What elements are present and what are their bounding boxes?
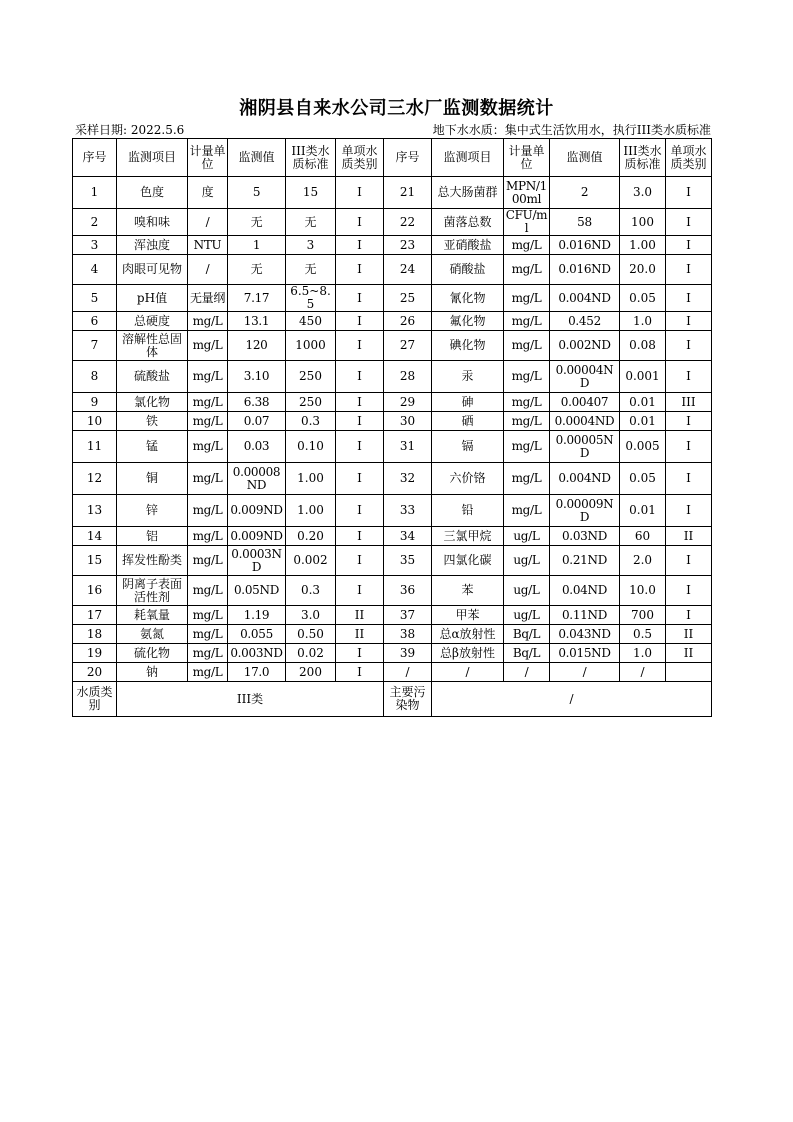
table-row — [73, 625, 712, 644]
table-row — [73, 463, 712, 495]
table-cell: pH值 — [117, 285, 188, 312]
table-cell: 总β放射性 — [432, 644, 504, 663]
table-row — [73, 495, 712, 527]
table-cell: 氟化物 — [432, 312, 504, 331]
table-cell: 阴离子表面活性剂 — [117, 576, 188, 606]
table-cell: 17.0 — [228, 663, 286, 682]
table-cell: I — [666, 209, 712, 236]
table-cell: 0.5 — [620, 625, 666, 644]
table-cell: I — [666, 236, 712, 255]
table-cell: 5 — [73, 285, 117, 312]
table-cell: 15 — [73, 546, 117, 576]
table-cell: 11 — [73, 431, 117, 463]
table-cell: 砷 — [432, 393, 504, 412]
table-cell: 3 — [73, 236, 117, 255]
table-cell: 总大肠菌群 — [432, 177, 504, 209]
table-cell: 250 — [286, 393, 336, 412]
table-cell: mg/L — [188, 606, 228, 625]
table-cell: mg/L — [188, 546, 228, 576]
table-cell: 2 — [550, 177, 620, 209]
table-cell: I — [666, 431, 712, 463]
table-cell: / — [504, 663, 550, 682]
table-cell: 0.005 — [620, 431, 666, 463]
table-cell: 26 — [384, 312, 432, 331]
table-cell: mg/L — [188, 625, 228, 644]
table-cell: 24 — [384, 255, 432, 285]
table-cell: mg/L — [188, 644, 228, 663]
table-cell: 0.04ND — [550, 576, 620, 606]
table-cell: 20 — [73, 663, 117, 682]
table-cell: 120 — [228, 331, 286, 361]
table-cell: I — [336, 546, 384, 576]
table-cell: 0.20 — [286, 527, 336, 546]
table-cell: II — [336, 606, 384, 625]
table-cell: 硒 — [432, 412, 504, 431]
table-cell: 6 — [73, 312, 117, 331]
table-cell: mg/L — [504, 495, 550, 527]
table-cell: I — [666, 412, 712, 431]
table-cell: ug/L — [504, 527, 550, 546]
table-cell: 0.003ND — [228, 644, 286, 663]
table-cell: I — [336, 312, 384, 331]
table-row — [73, 361, 712, 393]
table-cell: 2.0 — [620, 546, 666, 576]
table-cell: I — [666, 463, 712, 495]
table-cell: 0.00004ND — [550, 361, 620, 393]
table-cell: mg/L — [504, 463, 550, 495]
table-cell: I — [666, 255, 712, 285]
table-cell: I — [336, 361, 384, 393]
table-cell: 四氯化碳 — [432, 546, 504, 576]
header-row — [73, 139, 712, 177]
table-cell: 度 — [188, 177, 228, 209]
table-cell: mg/L — [188, 663, 228, 682]
table-cell: 0.03 — [228, 431, 286, 463]
table-cell: III — [666, 393, 712, 412]
table-cell: 1.00 — [286, 463, 336, 495]
header-cell: III类水质标准 — [286, 139, 336, 177]
header-cell: 监测项目 — [432, 139, 504, 177]
table-cell: 3.10 — [228, 361, 286, 393]
table-cell: / — [384, 663, 432, 682]
table-cell: I — [336, 495, 384, 527]
table-cell: 200 — [286, 663, 336, 682]
table-cell: 色度 — [117, 177, 188, 209]
table-cell: 0.00008ND — [228, 463, 286, 495]
table-cell: 10 — [73, 412, 117, 431]
table-cell: 0.002 — [286, 546, 336, 576]
table-cell: 21 — [384, 177, 432, 209]
table-cell: 0.002ND — [550, 331, 620, 361]
table-cell: 亚硝酸盐 — [432, 236, 504, 255]
table-cell: mg/L — [504, 361, 550, 393]
table-cell: 22 — [384, 209, 432, 236]
table-cell: 六价铬 — [432, 463, 504, 495]
table-cell: I — [336, 236, 384, 255]
table-cell: 总α放射性 — [432, 625, 504, 644]
table-cell: 苯 — [432, 576, 504, 606]
table-cell: 无 — [228, 209, 286, 236]
table-cell: II — [666, 644, 712, 663]
summary-row — [73, 682, 712, 717]
table-row — [73, 312, 712, 331]
table-cell: II — [336, 625, 384, 644]
water-class-value: III类 — [117, 682, 384, 717]
table-cell: 0.055 — [228, 625, 286, 644]
table-cell: mg/L — [188, 393, 228, 412]
table-cell: 碘化物 — [432, 331, 504, 361]
table-cell: 13 — [73, 495, 117, 527]
table-cell: 三氯甲烷 — [432, 527, 504, 546]
table-cell: 0.00005ND — [550, 431, 620, 463]
table-cell: 16 — [73, 576, 117, 606]
table-cell: Bq/L — [504, 644, 550, 663]
table-cell: 31 — [384, 431, 432, 463]
table-cell: 12 — [73, 463, 117, 495]
table-cell: 0.016ND — [550, 236, 620, 255]
table-cell: 20.0 — [620, 255, 666, 285]
table-cell: 100 — [620, 209, 666, 236]
table-cell: mg/L — [504, 285, 550, 312]
table-cell: 0.10 — [286, 431, 336, 463]
table-cell: 无 — [286, 255, 336, 285]
table-cell: 17 — [73, 606, 117, 625]
table-cell: 0.05ND — [228, 576, 286, 606]
table-cell: 7 — [73, 331, 117, 361]
table-cell: ug/L — [504, 576, 550, 606]
table-cell: 35 — [384, 546, 432, 576]
table-row — [73, 546, 712, 576]
table-cell: mg/L — [504, 236, 550, 255]
table-cell: 0.08 — [620, 331, 666, 361]
table-cell: 8 — [73, 361, 117, 393]
table-cell: I — [666, 576, 712, 606]
table-cell: 肉眼可见物 — [117, 255, 188, 285]
table-cell: 250 — [286, 361, 336, 393]
table-cell: 0.016ND — [550, 255, 620, 285]
table-cell: 硫酸盐 — [117, 361, 188, 393]
table-cell: 10.0 — [620, 576, 666, 606]
table-cell: 7.17 — [228, 285, 286, 312]
header-cell: 计量单位 — [504, 139, 550, 177]
table-cell: 氨氮 — [117, 625, 188, 644]
table-cell: 1.00 — [286, 495, 336, 527]
table-cell: 硫化物 — [117, 644, 188, 663]
table-cell: 1.00 — [620, 236, 666, 255]
table-row — [73, 177, 712, 209]
table-cell: 0.05 — [620, 463, 666, 495]
table-cell: 铁 — [117, 412, 188, 431]
table-cell: 0.0004ND — [550, 412, 620, 431]
table-row — [73, 606, 712, 625]
table-cell: I — [336, 331, 384, 361]
header-cell: 序号 — [73, 139, 117, 177]
water-class-label: 水质类别 — [73, 682, 117, 717]
table-cell: 5 — [228, 177, 286, 209]
table-cell: mg/L — [188, 412, 228, 431]
table-cell: I — [336, 255, 384, 285]
table-cell: 氰化物 — [432, 285, 504, 312]
table-cell: mg/L — [188, 527, 228, 546]
table-cell: 无量纲 — [188, 285, 228, 312]
header-cell: 计量单位 — [188, 139, 228, 177]
table-cell: 总硬度 — [117, 312, 188, 331]
table-cell: 700 — [620, 606, 666, 625]
table-cell: 无 — [228, 255, 286, 285]
table-row — [73, 576, 712, 606]
table-cell: mg/L — [188, 331, 228, 361]
table-cell: I — [666, 546, 712, 576]
table-cell: 9 — [73, 393, 117, 412]
table-cell: 0.01 — [620, 393, 666, 412]
table-cell: 14 — [73, 527, 117, 546]
table-cell: ug/L — [504, 546, 550, 576]
table-cell: I — [336, 412, 384, 431]
table-cell: 0.3 — [286, 576, 336, 606]
table-cell: 汞 — [432, 361, 504, 393]
table-cell: 36 — [384, 576, 432, 606]
table-row — [73, 209, 712, 236]
table-cell: II — [666, 625, 712, 644]
table-cell: 菌落总数 — [432, 209, 504, 236]
table-cell: 2 — [73, 209, 117, 236]
table-cell: mg/L — [504, 312, 550, 331]
table-cell: 3.0 — [286, 606, 336, 625]
table-cell: 0.009ND — [228, 527, 286, 546]
table-row — [73, 663, 712, 682]
table-cell: 锌 — [117, 495, 188, 527]
table-cell: 15 — [286, 177, 336, 209]
table-cell: / — [432, 663, 504, 682]
table-cell: 耗氧量 — [117, 606, 188, 625]
table-cell: 0.0003ND — [228, 546, 286, 576]
sampling-date: 采样日期: 2022.5.6 — [75, 123, 185, 137]
header-cell: 单项水质类别 — [666, 139, 712, 177]
table-row — [73, 255, 712, 285]
header-cell: 序号 — [384, 139, 432, 177]
table-cell: 18 — [73, 625, 117, 644]
table-cell: 0.452 — [550, 312, 620, 331]
report-title: 湘阴县自来水公司三水厂监测数据统计 — [239, 98, 554, 119]
table-cell: 0.3 — [286, 412, 336, 431]
table-cell: 6.38 — [228, 393, 286, 412]
table-cell — [666, 663, 712, 682]
table-cell: I — [666, 312, 712, 331]
table-cell: 0.015ND — [550, 644, 620, 663]
table-cell: 硝酸盐 — [432, 255, 504, 285]
table-cell: I — [666, 361, 712, 393]
header-cell: 监测值 — [228, 139, 286, 177]
table-cell: 38 — [384, 625, 432, 644]
header-cell: III类水质标准 — [620, 139, 666, 177]
table-cell: / — [550, 663, 620, 682]
table-cell: mg/L — [188, 431, 228, 463]
table-cell: 27 — [384, 331, 432, 361]
table-cell: 挥发性酚类 — [117, 546, 188, 576]
table-cell: 0.02 — [286, 644, 336, 663]
table-cell: 锰 — [117, 431, 188, 463]
table-cell: 0.03ND — [550, 527, 620, 546]
table-cell: 0.01 — [620, 495, 666, 527]
monitoring-table — [72, 138, 712, 717]
header-cell: 单项水质类别 — [336, 139, 384, 177]
table-cell: 0.009ND — [228, 495, 286, 527]
header-cell: 监测值 — [550, 139, 620, 177]
main-pollutant-value: / — [432, 682, 712, 717]
table-cell: 0.11ND — [550, 606, 620, 625]
table-cell: I — [666, 177, 712, 209]
table-cell: 氯化物 — [117, 393, 188, 412]
table-row — [73, 285, 712, 312]
table-cell: 0.043ND — [550, 625, 620, 644]
table-cell: mg/L — [188, 463, 228, 495]
table-cell: 0.00407 — [550, 393, 620, 412]
table-cell: mg/L — [504, 255, 550, 285]
table-cell: 溶解性总固体 — [117, 331, 188, 361]
table-cell: 1.0 — [620, 312, 666, 331]
table-cell: mg/L — [504, 412, 550, 431]
table-cell: / — [188, 209, 228, 236]
table-cell: 0.50 — [286, 625, 336, 644]
table-cell: I — [336, 393, 384, 412]
table-row — [73, 412, 712, 431]
table-cell: 甲苯 — [432, 606, 504, 625]
table-cell: I — [336, 209, 384, 236]
header-cell: 监测项目 — [117, 139, 188, 177]
table-cell: I — [336, 663, 384, 682]
table-cell: mg/L — [504, 431, 550, 463]
table-cell: ug/L — [504, 606, 550, 625]
table-cell: II — [666, 527, 712, 546]
table-cell: 3 — [286, 236, 336, 255]
table-cell: 铅 — [432, 495, 504, 527]
table-cell: mg/L — [504, 393, 550, 412]
table-cell: 13.1 — [228, 312, 286, 331]
table-cell: 嗅和味 — [117, 209, 188, 236]
table-cell: 0.00009ND — [550, 495, 620, 527]
table-cell: I — [336, 431, 384, 463]
table-cell: 1 — [228, 236, 286, 255]
table-cell: 镉 — [432, 431, 504, 463]
water-standard-note: 地下水水质：集中式生活饮用水，执行III类水质标准 — [432, 123, 711, 137]
table-cell: / — [620, 663, 666, 682]
table-cell: 0.001 — [620, 361, 666, 393]
table-cell: 0.01 — [620, 412, 666, 431]
table-cell: NTU — [188, 236, 228, 255]
table-cell: 39 — [384, 644, 432, 663]
table-row — [73, 331, 712, 361]
table-cell: 3.0 — [620, 177, 666, 209]
table-cell: 铜 — [117, 463, 188, 495]
table-cell: 60 — [620, 527, 666, 546]
table-cell: I — [666, 331, 712, 361]
table-cell: mg/L — [504, 331, 550, 361]
table-cell: CFU/ml — [504, 209, 550, 236]
table-cell: mg/L — [188, 361, 228, 393]
table-cell: 32 — [384, 463, 432, 495]
table-cell: 30 — [384, 412, 432, 431]
table-cell: MPN/100ml — [504, 177, 550, 209]
table-cell: 0.21ND — [550, 546, 620, 576]
table-cell: mg/L — [188, 312, 228, 331]
table-cell: 无 — [286, 209, 336, 236]
table-cell: I — [336, 527, 384, 546]
table-cell: 1.19 — [228, 606, 286, 625]
table-cell: 37 — [384, 606, 432, 625]
table-cell: I — [336, 644, 384, 663]
table-cell: 6.5~8.5 — [286, 285, 336, 312]
table-row — [73, 236, 712, 255]
table-row — [73, 527, 712, 546]
table-cell: / — [188, 255, 228, 285]
table-cell: mg/L — [188, 495, 228, 527]
table-cell: 4 — [73, 255, 117, 285]
table-cell: 0.07 — [228, 412, 286, 431]
table-row — [73, 431, 712, 463]
table-cell: I — [666, 495, 712, 527]
table-cell: 浑浊度 — [117, 236, 188, 255]
table-cell: 1000 — [286, 331, 336, 361]
table-cell: 1 — [73, 177, 117, 209]
table-row — [73, 644, 712, 663]
table-cell: 28 — [384, 361, 432, 393]
table-cell: 0.004ND — [550, 285, 620, 312]
table-cell: 33 — [384, 495, 432, 527]
table-cell: I — [336, 285, 384, 312]
table-cell: 25 — [384, 285, 432, 312]
table-cell: 铝 — [117, 527, 188, 546]
table-cell: mg/L — [188, 576, 228, 606]
table-cell: 19 — [73, 644, 117, 663]
table-cell: I — [336, 177, 384, 209]
table-cell: 23 — [384, 236, 432, 255]
table-cell: 34 — [384, 527, 432, 546]
table-cell: I — [666, 606, 712, 625]
table-cell: 29 — [384, 393, 432, 412]
table-cell: I — [336, 576, 384, 606]
table-cell: 1.0 — [620, 644, 666, 663]
table-cell: I — [666, 285, 712, 312]
table-cell: 0.05 — [620, 285, 666, 312]
table-row — [73, 393, 712, 412]
table-cell: 450 — [286, 312, 336, 331]
table-cell: Bq/L — [504, 625, 550, 644]
table-cell: I — [336, 463, 384, 495]
table-cell: 58 — [550, 209, 620, 236]
main-pollutant-label: 主要污染物 — [384, 682, 432, 717]
table-cell: 钠 — [117, 663, 188, 682]
table-cell: 0.004ND — [550, 463, 620, 495]
